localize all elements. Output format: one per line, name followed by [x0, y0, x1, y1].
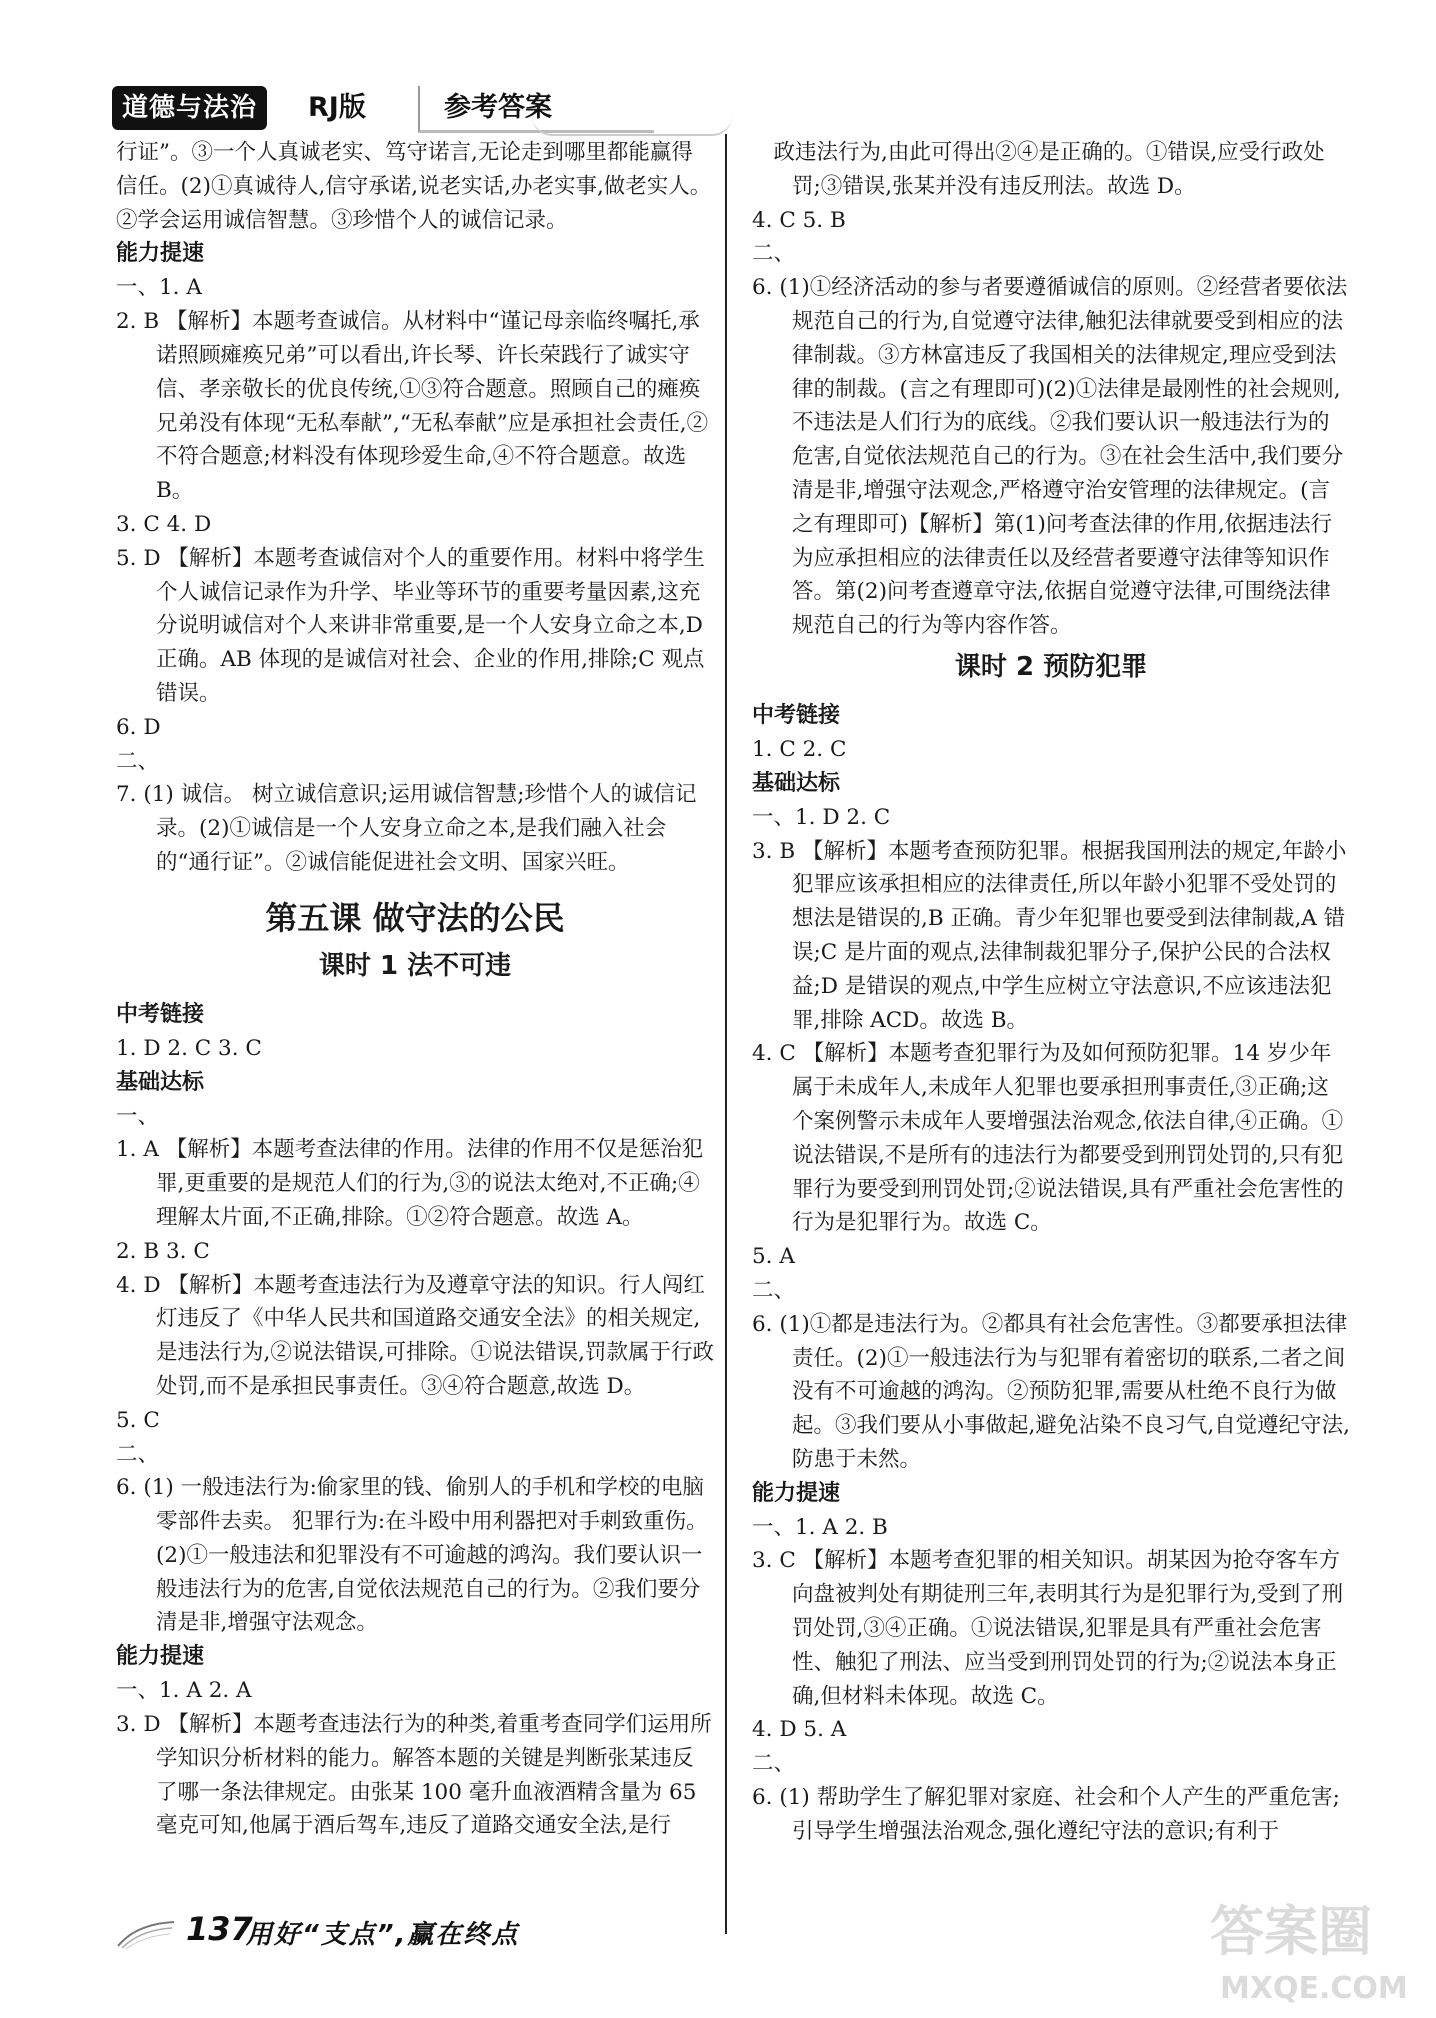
answer-item: 5. D 【解析】本题考查诚信对个人的重要作用。材料中将学生个人诚信记录作为升学、毕业等环节的重要考量因素,这充分说明诚信对个人来讲非常重要,是一个人安身立命之本,D 正确。AB 体现的是诚信对社会、企业的作用,排除;C 观点错误。	[116, 545, 705, 706]
answer-item: 政违法行为,由此可得出②④是正确的。①错误,应受行政处罚;③错误,张某并没有违反刑法。故选 D。	[752, 140, 1325, 199]
answer-line: 3. C 4. D	[116, 511, 212, 537]
edition-label: RJ版	[308, 92, 366, 123]
answer-line: 2. B 3. C	[116, 1238, 210, 1264]
pen-decoration-icon	[116, 1918, 176, 1950]
answer-line: 一、	[116, 1103, 160, 1129]
answer-item: 6. (1)①经济活动的参与者要遵循诚信的原则。②经营者要依法规范自己的行为,自觉遵守法律,触犯法律就要受到相应的法律制裁。③方林富违反了我国相关的法律规定,理应受到法律的制裁。(言之有理即可)(2)①法律是最刚性的社会规则,不违法是人们行为的底线。②我们要认识一般违法行为的危害,自觉依法规范自己的行为。③在社会生活中,我们要分清是非,增强守法观念,严格遵守治安管理的法律规定。(言之有理即可)【解析】第(1)问考查法律的作用,依据违法行为应承担相应的法律责任以及经营者要遵守法律等知识作答。第(2)问考查遵章守法,依据自觉遵守法律,可围绕法律规范自己的行为等内容作答。	[752, 275, 1348, 639]
answer-item: 6. (1)①都是违法行为。②都具有社会危害性。③都要承担法律责任。(2)①一般违法行为与犯罪有着密切的联系,二者之间没有不可逾越的鸿沟。②预防犯罪,需要从杜绝不良行为做起。③我们要从小事做起,避免沾染不良习气,自觉遵纪守法,防患于未然。	[752, 1311, 1351, 1472]
watermark-text: 答案圈	[1210, 1900, 1372, 1963]
answer-line: 二、	[752, 241, 796, 267]
page-header	[112, 86, 652, 136]
watermark-logo	[1200, 1880, 1430, 2010]
section-heading: 基础达标	[752, 770, 841, 796]
header-decoration	[532, 116, 732, 136]
section-heading: 中考链接	[752, 702, 841, 728]
answer-line: 5. C	[116, 1407, 160, 1433]
answer-line: 4. C 5. B	[752, 207, 846, 233]
answer-line: 5. A	[752, 1244, 795, 1270]
subject-title: 道德与法治	[112, 86, 267, 130]
footer-slogan: 用好“支点”,赢在终点	[246, 1920, 520, 1950]
answer-item: 6. (1) 帮助学生了解犯罪对家庭、社会和个人产生的严重危害;引导学生增强法治观念,强化遵纪守法的意识;有利于	[752, 1785, 1340, 1844]
answer-line: 4. D 5. A	[752, 1717, 847, 1743]
section-heading: 能力提速	[116, 241, 205, 267]
answer-item: 4. C 【解析】本题考查犯罪行为及如何预防犯罪。14 岁少年属于未成年人,未成年人犯罪也要承担刑事责任,③正确;这个案例警示未成年人要增强法治观念,依法自律,④正确。①说法错误,不是所有的违法行为都要受到刑罚处罚的,只有犯罪行为要受到刑罚处罚;②说法错误,具有严重社会危害性的行为是犯罪行为。故选 C。	[752, 1041, 1344, 1236]
answer-item: 4. D 【解析】本题考查违法行为及遵章守法的知识。行人闯红灯违反了《中华人民共和国道路交通安全法》的相关规定,是违法行为,②说法错误,可排除。①说法错误,罚款属于行政处罚,而不是承担民事责任。③④符合题意,故选 D。	[116, 1272, 715, 1399]
section-label: 参考答案	[418, 86, 654, 133]
section-heading: 中考链接	[116, 1001, 205, 1027]
answer-item: 3. D 【解析】本题考查违法行为的种类,着重考查同学们运用所学知识分析材料的能力。解答本题的关键是判断张某违反了哪一条法律规定。由张某 100 毫升血液酒精含量为 65 毫克可知,他属于酒后驾车,违反了道路交通安全法,是行	[116, 1712, 712, 1839]
answer-line: 二、	[116, 1441, 160, 1467]
answer-line: 一、1. A	[116, 275, 202, 301]
answer-item: 2. B 【解析】本题考查诚信。从材料中“谨记母亲临终嘱托,承诺照顾瘫痪兄弟”可以看出,许长琴、许长荣践行了诚实守信、孝亲敬长的优良传统,①③符合题意。照顾自己的瘫痪兄弟没有体现“无私奉献”,“无私奉献”应是承担社会责任,②不符合题意;材料没有体现珍爱生命,④不符合题意。故选 B。	[116, 309, 709, 504]
page-footer	[116, 1900, 716, 1960]
answer-line: 1. C 2. C	[752, 736, 847, 762]
answer-item: 3. C 【解析】本题考查犯罪的相关知识。胡某因为抢夺客车方向盘被判处有期徒刑三年,表明其行为是犯罪行为,受到了刑罚处罚,③④正确。①说法错误,犯罪是具有严重社会危害性、触犯了刑法、应当受到刑罚处罚的行为;②说法本身正确,但材料未体现。故选 C。	[752, 1548, 1344, 1709]
answer-line: 二、	[752, 1751, 796, 1777]
lesson-title: 第五课 做守法的公民	[265, 898, 565, 937]
answer-line: 一、1. A 2. B	[752, 1514, 888, 1540]
answer-line: 一、1. A 2. A	[116, 1678, 252, 1704]
section-heading: 能力提速	[752, 1480, 841, 1506]
page-number: 137	[186, 1910, 253, 1948]
right-column	[752, 136, 1350, 1849]
section-heading: 基础达标	[116, 1069, 205, 1095]
answer-item: 1. A 【解析】本题考查法律的作用。法律的作用不仅是惩治犯罪,更重要的是规范人们的行为,③的说法太绝对,不正确;④理解太片面,不正确,排除。①②符合题意。故选 A。	[116, 1137, 704, 1230]
answer-item: 3. B 【解析】本题考查预防犯罪。根据我国刑法的规定,年龄小犯罪应该承担相应的法律责任,所以年龄小犯罪不受处罚的想法是错误的,B 正确。青少年犯罪也要受到法律制裁,A 错误;C 是片面的观点,法律制裁犯罪分子,保护公民的合法权益;D 是错误的观点,中学生应树立守法意识,不应该违法犯罪,排除 ACD。故选 B。	[752, 838, 1347, 1033]
answer-item: 6. (1) 一般违法行为:偷家里的钱、偷别人的手机和学校的电脑零部件去卖。 犯罪行为:在斗殴中用利器把对手刺致重伤。(2)①一般违法和犯罪没有不可逾越的鸿沟。我们要认识一般违法行为的危害,自觉依法规范自己的行为。②我们要分清是非,增强守法观念。	[116, 1475, 708, 1636]
answer-line: 行证”。③一个人真诚老实、笃守诺言,无论走到哪里都能赢得信任。(2)①真诚待人,信守承诺,说老实话,办老实事,做老实人。②学会运用诚信智慧。③珍惜个人的诚信记录。	[116, 140, 712, 233]
answer-line: 6. D	[116, 714, 161, 740]
answer-line: 1. D 2. C 3. C	[116, 1035, 262, 1061]
answer-line: 二、	[752, 1277, 796, 1303]
section-heading: 能力提速	[116, 1644, 205, 1670]
answer-line: 一、1. D 2. C	[752, 804, 891, 830]
period-title: 课时 1 法不可违	[318, 950, 512, 981]
left-column	[116, 136, 714, 1843]
answer-line: 二、	[116, 748, 160, 774]
period-title: 课时 2 预防犯罪	[954, 651, 1148, 682]
column-divider	[725, 134, 727, 1934]
answer-item: 7. (1) 诚信。 树立诚信意识;运用诚信智慧;珍惜个人的诚信记录。(2)①诚信是一个人安身立命之本,是我们融入社会的“通行证”。②诚信能促进社会文明、国家兴旺。	[116, 782, 697, 875]
watermark-url: MXQE.COM	[1220, 1971, 1408, 2006]
